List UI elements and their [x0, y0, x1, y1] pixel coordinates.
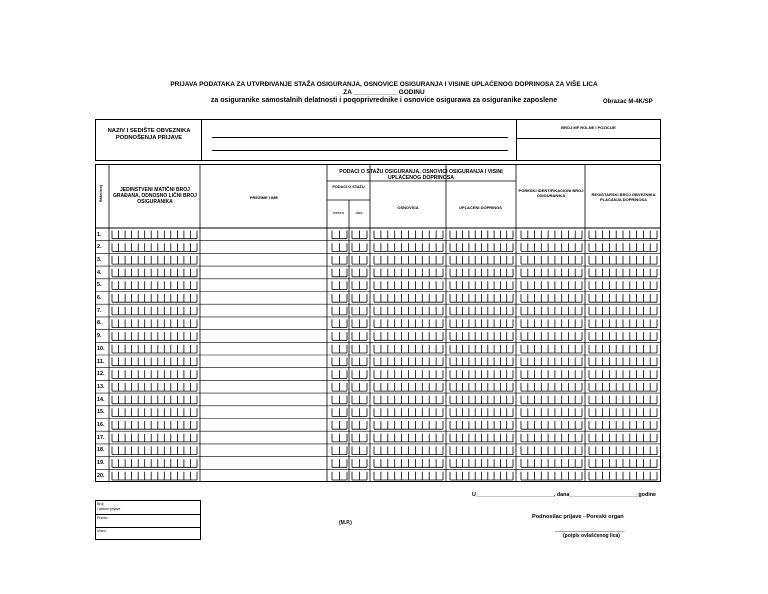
signer-label: Podnosilac prijave - Poreski organ [532, 514, 624, 520]
payer-box [95, 119, 661, 161]
digit-box-group[interactable] [450, 459, 513, 467]
registration-box [95, 500, 201, 540]
digit-box-group[interactable] [521, 319, 582, 327]
digit-box-group[interactable] [589, 332, 657, 340]
digit-box-group[interactable] [112, 256, 197, 264]
digit-box-group[interactable] [332, 421, 347, 429]
digit-box-group[interactable] [374, 446, 443, 454]
group-header: PODACI O STAŽU OSIGURANJA, OSNOVICI OSIGURANJA I VISINI UPLAĆENOG DOPRINOSA [339, 169, 503, 182]
digit-box-group[interactable] [521, 256, 582, 264]
row-number: 13. [97, 383, 105, 390]
digit-box-group[interactable] [521, 446, 582, 454]
digit-box-group[interactable] [352, 408, 367, 416]
digit-box-group[interactable] [589, 446, 657, 454]
digit-box-group[interactable] [521, 281, 582, 289]
col-osnovica-header: OSNOVICA [397, 205, 419, 210]
digit-box-group[interactable] [450, 396, 513, 404]
digit-box-group[interactable] [374, 231, 443, 239]
digit-box-group[interactable] [589, 231, 657, 239]
digit-box-group[interactable] [521, 231, 582, 239]
digit-box-group[interactable] [374, 396, 443, 404]
digit-box-group[interactable] [112, 358, 197, 366]
digit-box-group[interactable] [589, 421, 657, 429]
digit-box-group[interactable] [450, 307, 513, 315]
digit-box-group[interactable] [589, 358, 657, 366]
digit-box-group[interactable] [589, 383, 657, 391]
digit-box-group[interactable] [450, 281, 513, 289]
digit-box-group[interactable] [374, 383, 443, 391]
digit-box-group[interactable] [589, 434, 657, 442]
digit-box-group[interactable] [589, 472, 657, 480]
digit-box-group[interactable] [112, 421, 197, 429]
digit-box-group[interactable] [332, 294, 347, 302]
signature-caption: (potpis ovlašćenog lica) [563, 533, 620, 539]
digit-box-group[interactable] [332, 243, 347, 251]
digit-box-group[interactable] [374, 294, 443, 302]
digit-box-group[interactable] [450, 434, 513, 442]
form-year-line: ZA ____________ GODINU [343, 89, 425, 96]
form-title: PRIJAVA PODATAKA ZA UTVRĐIVANJE STAŽA OSIGURANJA, OSNOVICE OSIGURANJA I VISINE UPLAĆENOG DOPRINOSA ZA VIŠE LICA [170, 81, 598, 88]
digit-box-group[interactable] [332, 231, 347, 239]
sub-staz-header: PODACI O STAŽU [332, 185, 365, 189]
payer-name-line[interactable] [212, 137, 508, 138]
digit-box-group[interactable] [450, 294, 513, 302]
digit-box-group[interactable] [332, 256, 347, 264]
digit-box-group[interactable] [521, 459, 582, 467]
digit-box-group[interactable] [374, 319, 443, 327]
digit-box-group[interactable] [374, 269, 443, 277]
digit-box-group[interactable] [374, 459, 443, 467]
digit-box-group[interactable] [589, 459, 657, 467]
sub-meseci-header: meseci [332, 211, 345, 215]
row-number: 20. [97, 472, 105, 479]
digit-box-group[interactable] [112, 294, 197, 302]
digit-box-group[interactable] [450, 231, 513, 239]
digit-box-group[interactable] [352, 269, 367, 277]
row-number: 7. [97, 307, 102, 314]
digit-box-group[interactable] [450, 332, 513, 340]
box-datum-label: i datum prijave [97, 507, 121, 511]
place-date-line[interactable]: U__________________________, dana_______________________godine [472, 492, 657, 498]
digit-box-group[interactable] [589, 396, 657, 404]
digit-box-group[interactable] [352, 281, 367, 289]
digit-box-group[interactable] [332, 459, 347, 467]
digit-box-group[interactable] [450, 383, 513, 391]
row-number: 16. [97, 422, 105, 428]
digit-box-group[interactable] [332, 269, 347, 277]
row-number: 17. [97, 434, 105, 441]
digit-box-group[interactable] [521, 383, 582, 391]
digit-box-group[interactable] [589, 408, 657, 416]
digit-box-group[interactable] [332, 408, 347, 416]
digit-box-group[interactable] [374, 307, 443, 315]
digit-box-group[interactable] [374, 434, 443, 442]
digit-box-group[interactable] [450, 421, 513, 429]
digit-box-group[interactable] [352, 307, 367, 315]
digit-box-group[interactable] [352, 370, 367, 378]
digit-box-group[interactable] [450, 408, 513, 416]
digit-box-group[interactable] [112, 243, 197, 251]
digit-box-group[interactable] [332, 307, 347, 315]
digit-box-group[interactable] [450, 446, 513, 454]
row-number: 18. [97, 447, 105, 454]
digit-box-group[interactable] [112, 472, 197, 480]
form-subtitle: za osiguranike samostalnih delatnosti i poqoprivrednike i osnovice osigurawa za osiguranike zaposlene [210, 97, 558, 104]
row-number: 11. [97, 358, 105, 365]
sub-dani-header: dani [355, 211, 363, 215]
col-pib-header: PORESKI IDENTIFIKACIONI BROJ OSIGURANIKA [518, 188, 584, 198]
digit-box-group[interactable] [374, 472, 443, 480]
box-uneo-label: Uneo: [97, 529, 107, 533]
digit-box-group[interactable] [112, 345, 197, 353]
row-number: 1. [97, 231, 102, 238]
row-number: 9. [97, 333, 102, 340]
row-number: 12. [97, 371, 105, 378]
digit-box-group[interactable] [112, 269, 197, 277]
digit-box-group[interactable] [112, 446, 197, 454]
digit-box-group[interactable] [352, 459, 367, 467]
digit-box-group[interactable] [112, 396, 197, 404]
digit-box-group[interactable] [521, 294, 582, 302]
col-rb-header: Redni broj [98, 185, 103, 203]
col-name-header: PREZIME I IME [249, 195, 279, 200]
row-number: 2. [97, 244, 102, 251]
digit-box-group[interactable] [352, 421, 367, 429]
digit-box-group[interactable] [450, 256, 513, 264]
digit-box-group[interactable] [589, 345, 657, 353]
digit-box-group[interactable] [521, 345, 582, 353]
digit-box-group[interactable] [332, 332, 347, 340]
signature-line[interactable]: _________________________ [555, 527, 625, 533]
main-table [95, 164, 661, 482]
digit-box-group[interactable] [352, 243, 367, 251]
digit-box-group[interactable] [521, 269, 582, 277]
digit-box-group[interactable] [374, 408, 443, 416]
digit-box-group[interactable] [450, 370, 513, 378]
digit-box-group[interactable] [332, 281, 347, 289]
row-number: 4. [97, 269, 102, 276]
digit-box-group[interactable] [450, 319, 513, 327]
digit-box-group[interactable] [521, 243, 582, 251]
registration-label: BROJ MF ROLNE I POZICIJE [561, 125, 616, 130]
digit-box-group[interactable] [352, 383, 367, 391]
digit-box-group[interactable] [589, 319, 657, 327]
digit-box-group[interactable] [112, 281, 197, 289]
digit-box-group[interactable] [332, 358, 347, 366]
digit-box-group[interactable] [521, 307, 582, 315]
digit-box-group[interactable] [450, 472, 513, 480]
row-number: 14. [97, 396, 105, 403]
digit-box-group[interactable] [112, 434, 197, 442]
digit-box-group[interactable] [332, 345, 347, 353]
digit-box-group[interactable] [374, 358, 443, 366]
digit-box-group[interactable] [352, 231, 367, 239]
box-broj-label: Broj [97, 502, 104, 506]
digit-box-group[interactable] [374, 281, 443, 289]
digit-box-group[interactable] [521, 370, 582, 378]
digit-box-group[interactable] [352, 256, 367, 264]
digit-box-group[interactable] [374, 332, 443, 340]
digit-box-group[interactable] [332, 319, 347, 327]
col-jmbg-header: JEDINSTVENI MATIČNI BROJ GRAĐANA, ODNOSNO LIČNI BROJ OSIGURANIKA [113, 187, 197, 205]
digit-box-group[interactable] [352, 319, 367, 327]
table-grid [95, 164, 661, 482]
digit-box-group[interactable] [112, 408, 197, 416]
digit-box-group[interactable] [332, 434, 347, 442]
digit-box-group[interactable] [589, 370, 657, 378]
digit-box-group[interactable] [112, 307, 197, 315]
digit-box-group[interactable] [112, 231, 197, 239]
col-reg-header: REGISTARSKI BROJ OBVEZNIKA PLAĆANJA DOPRINOSA [591, 192, 656, 202]
digit-box-group[interactable] [521, 434, 582, 442]
digit-box-group[interactable] [112, 332, 197, 340]
digit-box-group[interactable] [450, 345, 513, 353]
digit-box-group[interactable] [521, 332, 582, 340]
digit-box-group[interactable] [352, 434, 367, 442]
digit-box-group[interactable] [332, 370, 347, 378]
col-uplaceni-header: UPLAĆENI DOPRINOS [459, 205, 502, 210]
digit-box-group[interactable] [112, 383, 197, 391]
digit-box-group[interactable] [374, 370, 443, 378]
digit-box-group[interactable] [352, 358, 367, 366]
digit-box-group[interactable] [352, 345, 367, 353]
digit-box-group[interactable] [352, 446, 367, 454]
digit-box-group[interactable] [112, 370, 197, 378]
payer-label: NAZIV I SEDIŠTE OBVEZNIKA PODNOŠENJA PRIJAVE [107, 128, 191, 141]
digit-box-group[interactable] [352, 472, 367, 480]
row-number: 3. [97, 256, 102, 263]
row-number: 8. [97, 320, 102, 327]
row-number: 15. [97, 409, 105, 416]
digit-box-group[interactable] [332, 383, 347, 391]
digit-box-group[interactable] [589, 243, 657, 251]
digit-box-group[interactable] [112, 319, 197, 327]
digit-box-group[interactable] [589, 307, 657, 315]
row-number: 6. [97, 295, 102, 301]
row-number: 19. [97, 460, 105, 467]
row-number: 5. [97, 282, 102, 289]
digit-box-group[interactable] [521, 396, 582, 404]
digit-box-group[interactable] [352, 332, 367, 340]
digit-box-group[interactable] [332, 472, 347, 480]
digit-box-group[interactable] [589, 256, 657, 264]
payer-address-line[interactable] [212, 150, 508, 151]
digit-box-group[interactable] [374, 243, 443, 251]
digit-box-group[interactable] [450, 269, 513, 277]
digit-box-group[interactable] [589, 269, 657, 277]
digit-box-group[interactable] [352, 294, 367, 302]
box-primio-label: Primio: [97, 516, 109, 520]
digit-box-group[interactable] [521, 358, 582, 366]
digit-box-group[interactable] [450, 243, 513, 251]
digit-box-group[interactable] [589, 281, 657, 289]
row-number: 10. [97, 345, 105, 352]
digit-box-group[interactable] [450, 358, 513, 366]
digit-box-group[interactable] [589, 294, 657, 302]
digit-box-group[interactable] [112, 459, 197, 467]
digit-box-group[interactable] [332, 446, 347, 454]
digit-box-group[interactable] [352, 396, 367, 404]
digit-box-group[interactable] [374, 345, 443, 353]
digit-box-group[interactable] [521, 472, 582, 480]
digit-box-group[interactable] [374, 256, 443, 264]
digit-box-group[interactable] [332, 396, 347, 404]
form-code: Obrazac M-4K/SP [603, 99, 653, 105]
digit-box-group[interactable] [521, 421, 582, 429]
digit-box-group[interactable] [521, 408, 582, 416]
mp-stamp: (M.P.) [339, 520, 352, 526]
digit-box-group[interactable] [374, 421, 443, 429]
